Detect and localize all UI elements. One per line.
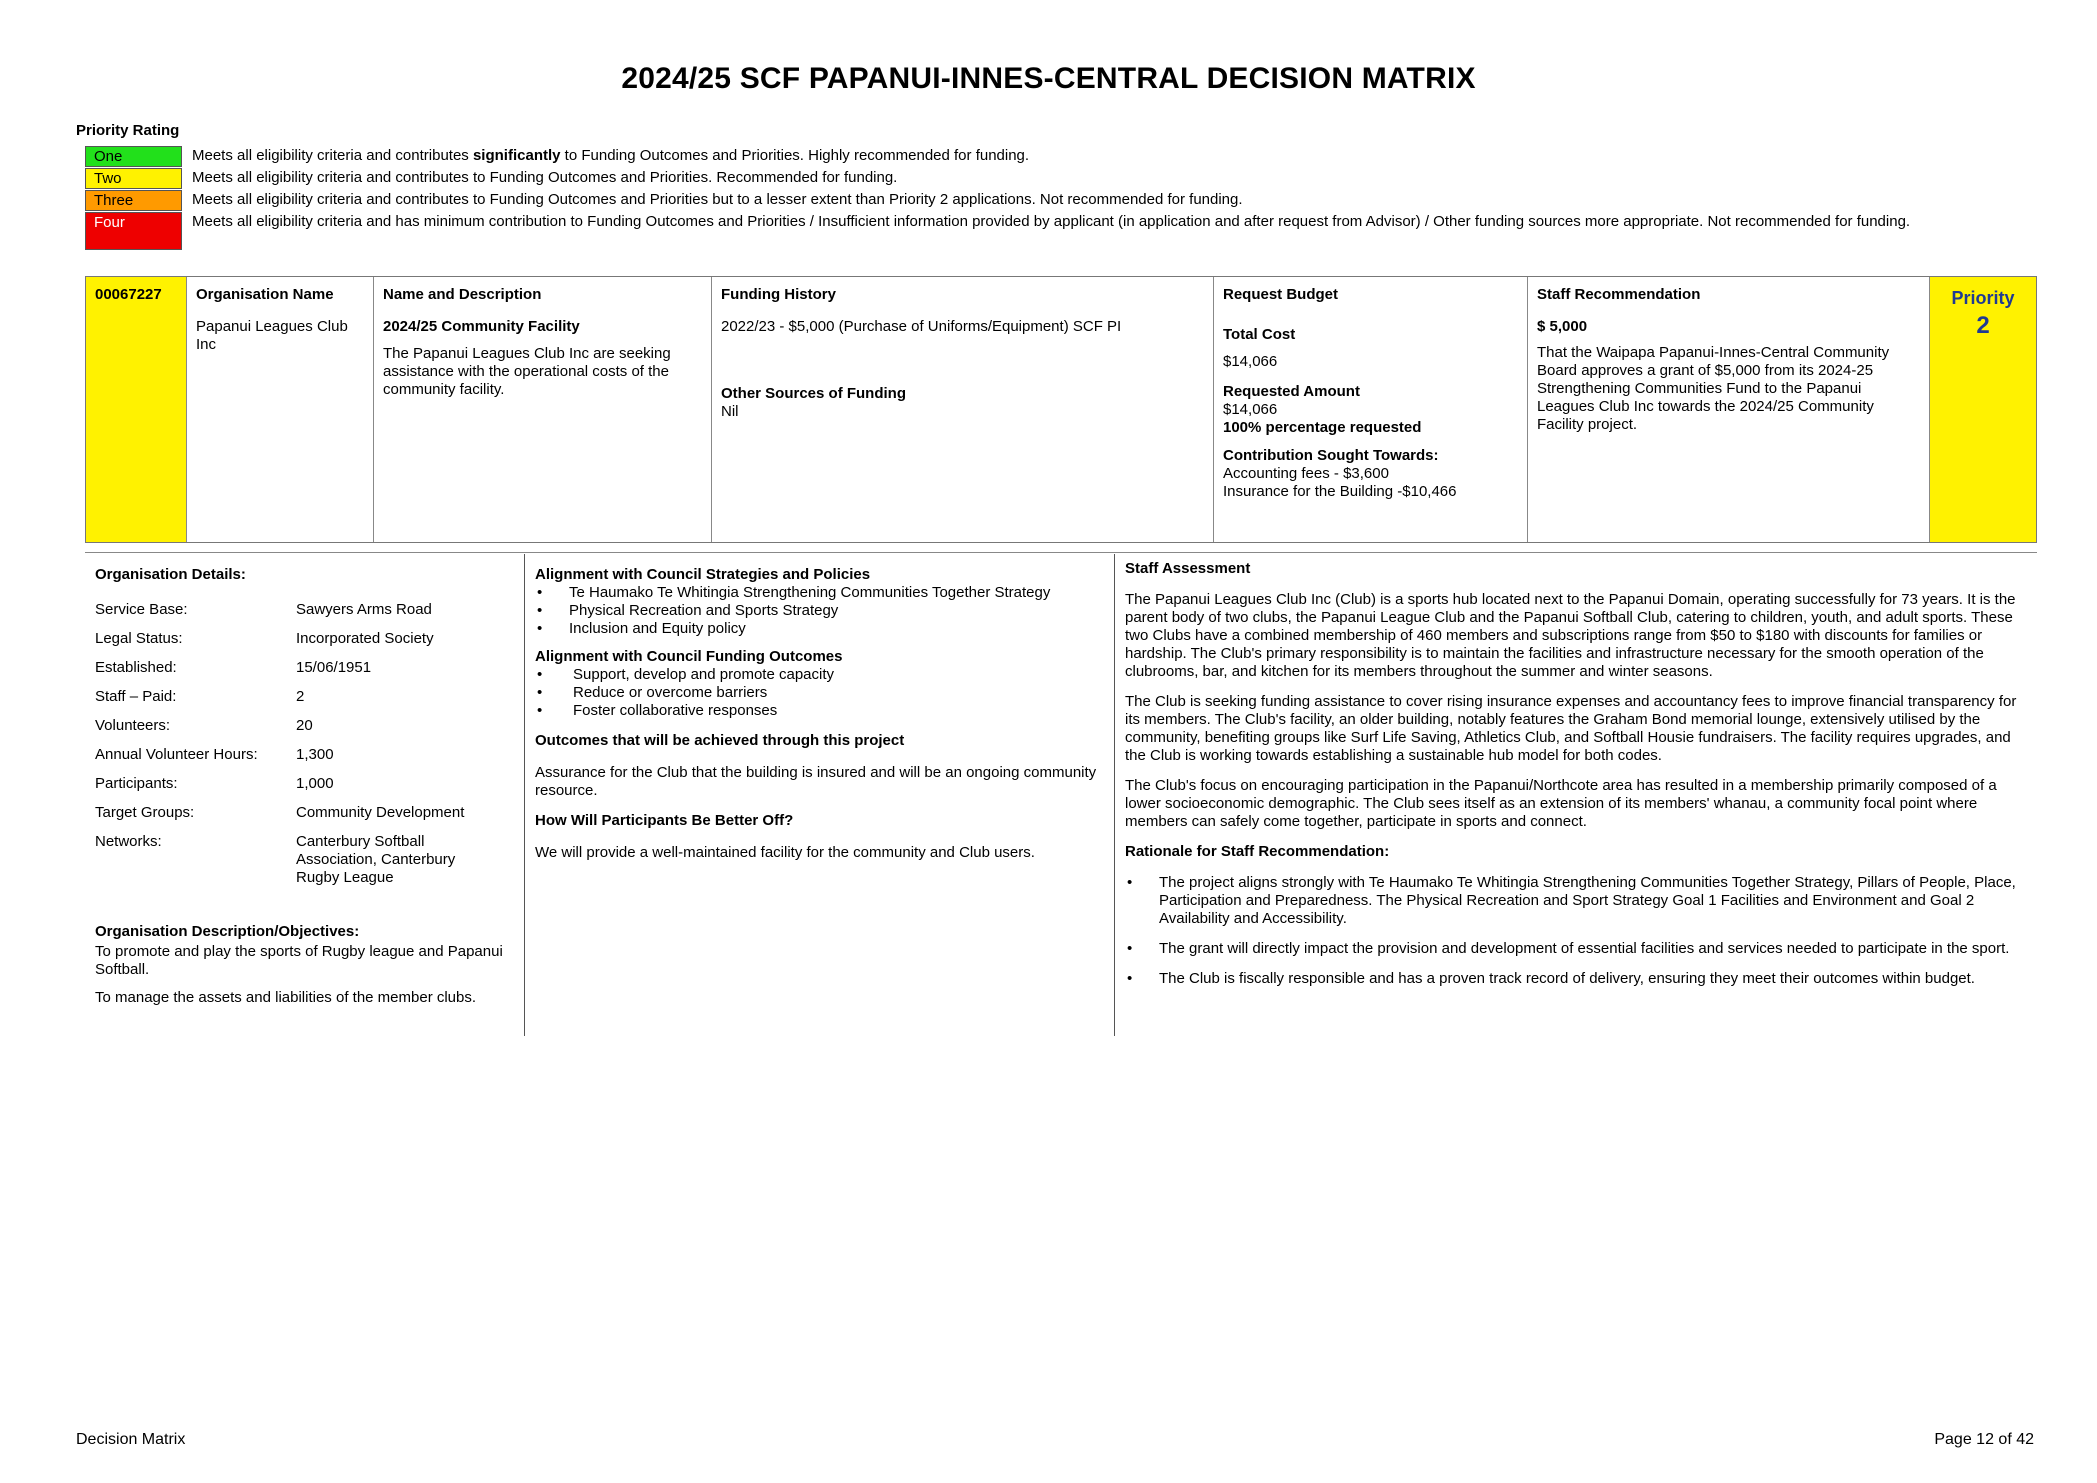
budget-heading: Request Budget bbox=[1223, 286, 1339, 303]
rating-row-two bbox=[85, 168, 2000, 189]
recommended-amount: $ 5,000 bbox=[1537, 318, 1588, 335]
detail-label: Service Base: bbox=[95, 601, 188, 618]
detail-value: Sawyers Arms Road bbox=[296, 601, 432, 618]
rating-swatch-four: Four bbox=[85, 212, 182, 250]
other-funding-heading: Other Sources of Funding bbox=[721, 385, 907, 402]
assessment-paragraph: The Papanui Leagues Club Inc (Club) is a sports hub located next to the Papanui Domain, operating successfully for 73 years. It is the parent body of two clubs, the Papanui League Club and the Papanui Softball Club, catering to children, youth, and adult sports. These two Clubs have a combined membership of 460 members and subscriptions range from $50 to $180 with discounts for families or hardship. The Club's primary responsibility is to maintain the facilities and infrastructure necessary for the smooth operation of the clubrooms, bar, and kitchen for its members throughout the summer and winter seasons. bbox=[1125, 591, 2016, 680]
detail-label: Annual Volunteer Hours: bbox=[95, 746, 258, 763]
rating-row-one bbox=[85, 146, 2000, 167]
organisation-name: Papanui Leagues Club Inc bbox=[196, 318, 348, 353]
requested-amount-value: $14,066 bbox=[1223, 401, 1278, 418]
assessment-heading: Staff Assessment bbox=[1125, 560, 1251, 577]
detail-row bbox=[95, 601, 514, 619]
contribution-item: Accounting fees - $3,600 bbox=[1223, 465, 1389, 482]
detail-value: Canterbury Softball Association, Canterbury Rugby League bbox=[296, 833, 456, 886]
rating-swatch-three: Three bbox=[85, 190, 182, 211]
council-alignment bbox=[525, 554, 1115, 1036]
organisation-details bbox=[85, 554, 525, 1036]
page-title: 2024/25 SCF PAPANUI-INNES-CENTRAL DECISION MATRIX bbox=[621, 62, 1476, 95]
rating-text-two: Meets all eligibility criteria and contributes to Funding Outcomes and Priorities. Recommended for funding. bbox=[192, 169, 898, 186]
funding-history: 2022/23 - $5,000 (Purchase of Uniforms/Equipment) SCF PI bbox=[721, 318, 1122, 335]
description-column bbox=[374, 277, 712, 542]
list-item: • Reduce or overcome barriers bbox=[537, 684, 768, 701]
section-divider bbox=[85, 552, 2037, 553]
list-item: • Physical Recreation and Sports Strategy bbox=[537, 602, 839, 619]
list-item: • The project aligns strongly with Te Haumako Te Whitingia Strengthening Communities Together Strategy, Pillars of People, Place, Participation and Preparedness. The Physical Recreation and Sport Strategy Goal 1 Facilities and Environment and Goal 2 Availability and Accessibility. bbox=[1127, 874, 2016, 927]
rationale-list bbox=[1125, 874, 2027, 988]
detail-row bbox=[95, 659, 514, 677]
total-cost-value: $14,066 bbox=[1223, 353, 1278, 370]
staff-assessment bbox=[1115, 554, 2037, 1036]
detail-row bbox=[95, 688, 514, 706]
detail-label: Established: bbox=[95, 659, 177, 676]
outcomes-list bbox=[535, 666, 1104, 720]
detail-row bbox=[95, 804, 514, 822]
detail-row bbox=[95, 833, 514, 887]
rating-text-four: Meets all eligibility criteria and has minimum contribution to Funding Outcomes and Priorities / Insufficient information provided by applicant (in application and after request from Advisor) / Other funding sources more appropriate. Not recommended for funding. bbox=[192, 213, 1911, 230]
assessment-section bbox=[85, 554, 2037, 1036]
percentage-requested: 100% percentage requested bbox=[1223, 419, 1422, 436]
budget-column bbox=[1214, 277, 1528, 542]
priority-label: Priority bbox=[1951, 288, 2015, 308]
detail-value: 20 bbox=[296, 717, 313, 734]
detail-label: Legal Status: bbox=[95, 630, 183, 647]
list-item: • Inclusion and Equity policy bbox=[537, 620, 746, 637]
rationale-heading: Rationale for Staff Recommendation: bbox=[1125, 843, 1390, 860]
list-item: • Support, develop and promote capacity bbox=[537, 666, 834, 683]
funding-column bbox=[712, 277, 1214, 542]
detail-value: 2 bbox=[296, 688, 305, 705]
funding-heading: Funding History bbox=[721, 286, 836, 303]
detail-row bbox=[95, 630, 514, 648]
detail-row bbox=[95, 775, 514, 793]
details-heading: Organisation Details: bbox=[95, 566, 246, 583]
application-id: 00067227 bbox=[86, 277, 187, 542]
application-summary-table bbox=[85, 276, 2037, 543]
outcomes-heading: Alignment with Council Funding Outcomes bbox=[535, 648, 843, 665]
rating-row-three bbox=[85, 190, 2000, 211]
list-item: • The Club is fiscally responsible and has a proven track record of delivery, ensuring they meet their outcomes within budget. bbox=[1127, 970, 1975, 987]
list-item: • The grant will directly impact the provision and development of essential facilities and services needed to participate in the sport. bbox=[1127, 940, 2010, 957]
better-off-text: We will provide a well-maintained facility for the community and Club users. bbox=[535, 844, 1035, 861]
organisation-heading: Organisation Name bbox=[196, 286, 334, 303]
assessment-paragraph: The Club's focus on encouraging participation in the Papanui/Northcote area has resulted in a membership primarily composed of a lower socioeconomic demographic. The Club sees itself as an extension of its members' whanau, a community focal point where members can safely come together, participate in sports and connect. bbox=[1125, 777, 1997, 830]
detail-row bbox=[95, 717, 514, 735]
detail-label: Participants: bbox=[95, 775, 178, 792]
other-funding-value: Nil bbox=[721, 403, 739, 420]
requested-amount-label: Requested Amount bbox=[1223, 383, 1360, 400]
total-cost-label: Total Cost bbox=[1223, 326, 1296, 343]
organisation-column bbox=[187, 277, 374, 542]
recommendation-text: That the Waipapa Papanui-Innes-Central Community Board approves a grant of $5,000 from its 2024-25 Strengthening Communities Fund to the Papanui Leagues Club Inc towards the 2024/25 Community Facility project. bbox=[1537, 344, 1890, 433]
project-outcomes-text: Assurance for the Club that the building is insured and will be an ongoing community resource. bbox=[535, 764, 1097, 799]
detail-label: Volunteers: bbox=[95, 717, 171, 734]
detail-value: 15/06/1951 bbox=[296, 659, 372, 676]
detail-label: Target Groups: bbox=[95, 804, 195, 821]
recommendation-heading: Staff Recommendation bbox=[1537, 286, 1701, 303]
detail-value: 1,000 bbox=[296, 775, 334, 792]
contribution-label: Contribution Sought Towards: bbox=[1223, 447, 1439, 464]
objectives-heading: Organisation Description/Objectives: bbox=[95, 923, 360, 940]
description-heading: Name and Description bbox=[383, 286, 542, 303]
footer-document-name: Decision Matrix bbox=[76, 1431, 186, 1448]
detail-value: 1,300 bbox=[296, 746, 334, 763]
list-item: • Foster collaborative responses bbox=[537, 702, 778, 719]
assessment-paragraph: The Club is seeking funding assistance to cover rising insurance expenses and accountancy fees to improve financial transparency for its members. The Club's facility, an older building, notably features the Graham Bond memorial lounge, extensively utilised by the community, benefiting groups like Surf Life Saving, Athletics Club, and Softball Housie fundraisers. The facility requires upgrades, and the Club is working towards establishing a sustainable hub model for both codes. bbox=[1125, 693, 2017, 764]
rating-swatch-two: Two bbox=[85, 168, 182, 189]
strategies-list bbox=[535, 584, 1104, 638]
detail-label: Staff – Paid: bbox=[95, 688, 177, 705]
rating-text-three: Meets all eligibility criteria and contributes to Funding Outcomes and Priorities but to a lesser extent than Priority 2 applications. Not recommended for funding. bbox=[192, 191, 1243, 208]
rating-swatch-one: One bbox=[85, 146, 182, 167]
detail-value: Community Development bbox=[296, 804, 465, 821]
project-outcomes-heading: Outcomes that will be achieved through this project bbox=[535, 732, 905, 749]
detail-value: Incorporated Society bbox=[296, 630, 434, 647]
objective-text: To manage the assets and liabilities of the member clubs. bbox=[95, 989, 477, 1006]
detail-row bbox=[95, 746, 514, 764]
list-item: • Te Haumako Te Whitingia Strengthening Communities Together Strategy bbox=[537, 584, 1051, 601]
footer-page-number: Page 12 of 42 bbox=[1934, 1431, 2034, 1448]
priority-value: 2 bbox=[1976, 312, 1990, 339]
priority-column bbox=[1930, 277, 2036, 542]
priority-rating-heading: Priority Rating bbox=[76, 122, 180, 139]
strategies-heading: Alignment with Council Strategies and Policies bbox=[535, 566, 871, 583]
detail-label: Networks: bbox=[95, 833, 162, 850]
project-name: 2024/25 Community Facility bbox=[383, 318, 580, 335]
project-description: The Papanui Leagues Club Inc are seeking assistance with the operational costs of the community facility. bbox=[383, 345, 671, 398]
rating-text-one: Meets all eligibility criteria and contributes significantly to Funding Outcomes and Priorities. Highly recommended for funding. bbox=[192, 147, 1030, 164]
contribution-item: Insurance for the Building -$10,466 bbox=[1223, 483, 1457, 500]
priority-rating-legend bbox=[85, 146, 2000, 251]
better-off-heading: How Will Participants Be Better Off? bbox=[535, 812, 794, 829]
recommendation-column bbox=[1528, 277, 1930, 542]
objective-text: To promote and play the sports of Rugby league and Papanui Softball. bbox=[95, 943, 503, 978]
rating-row-four bbox=[85, 212, 2000, 250]
